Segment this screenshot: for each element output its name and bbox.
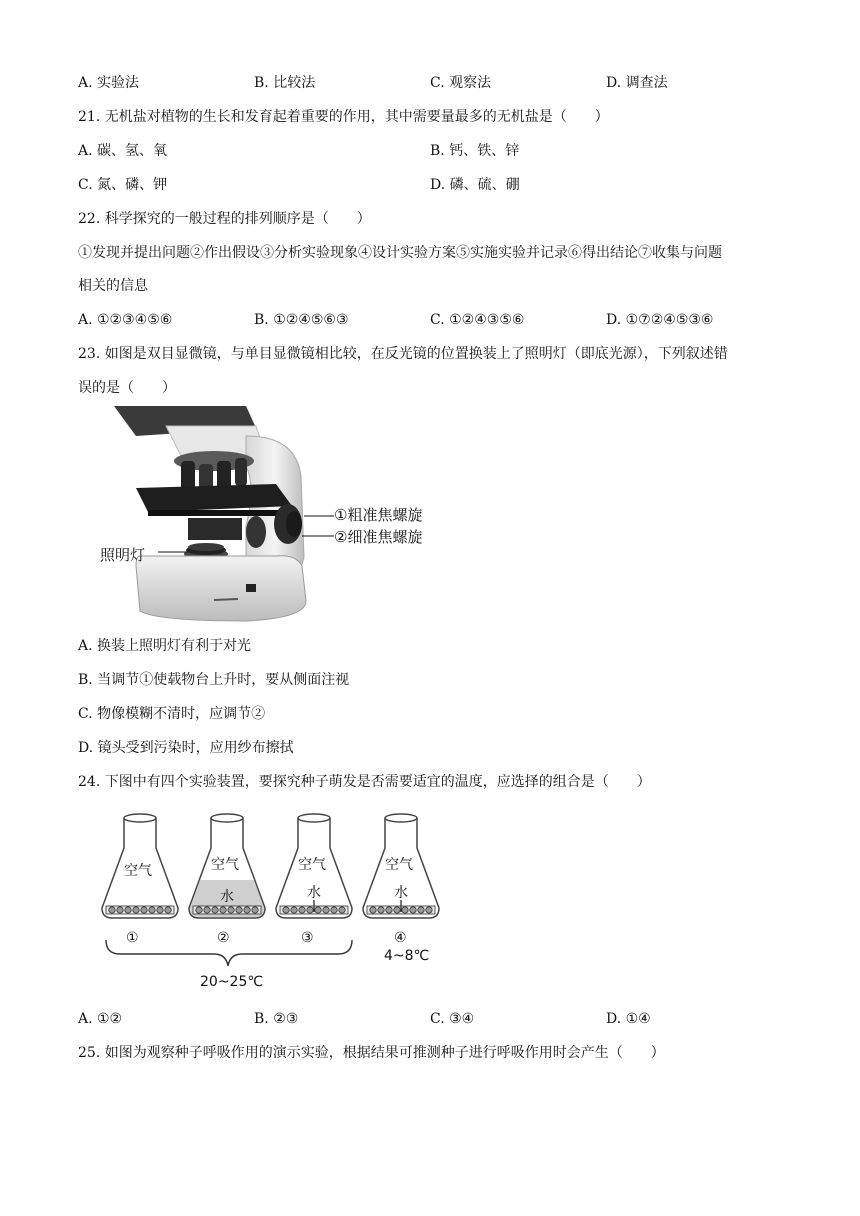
label-fine-focus: ②细准焦螺旋: [334, 528, 423, 546]
group-temp: 20~25℃: [200, 974, 264, 990]
flask-4-temp: 4~8℃: [384, 948, 430, 964]
seed-dot: [331, 907, 337, 913]
q21-option-a: A. 碳、氢、氧: [78, 143, 168, 159]
q23-option-c: C. 物像模糊不清时，应调节②: [78, 706, 266, 722]
seed-dot: [220, 907, 226, 913]
seed-dot: [426, 907, 432, 913]
q21-option-b: B. 钙、铁、锌: [430, 143, 520, 159]
q23-stem-line1: 23. 如图是双目显微镜，与单目显微镜相比较，在反光镜的位置换装上了照明灯（即底光源），下列叙述错: [78, 346, 728, 362]
seed-dot: [410, 907, 416, 913]
seed-dot: [252, 907, 258, 913]
q24-option-b: B. ②③: [254, 1011, 299, 1027]
seed-dot: [378, 907, 384, 913]
seed-dot: [157, 907, 163, 913]
q22-option-c: C. ①②④③⑤⑥: [430, 312, 525, 328]
flask-2-air: 空气: [211, 857, 239, 873]
microscope-figure: [96, 406, 432, 628]
q22-steps-line1: ①发现并提出问题②作出假设③分析实验现象④设计实验方案⑤实施实验并记录⑥得出结论⑦收集与问题: [78, 245, 722, 261]
q21-option-c: C. 氮、磷、钾: [78, 177, 168, 193]
q20-option-c: C. 观察法: [430, 75, 492, 91]
seed-dot: [402, 907, 408, 913]
q24-option-d: D. ①④: [606, 1011, 651, 1027]
seed-dot: [315, 907, 321, 913]
flask-4-air: 空气: [385, 857, 413, 873]
q20-option-b: B. 比较法: [254, 75, 316, 91]
seed-dot: [133, 907, 139, 913]
seed-dot: [386, 907, 392, 913]
q23-option-b: B. 当调节①使载物台上升时，要从侧面注视: [78, 672, 350, 688]
q21-option-d: D. 磷、硫、硼: [430, 177, 520, 193]
seed-dot: [196, 907, 202, 913]
seed-dot: [323, 907, 329, 913]
q22-option-b: B. ①②④⑤⑥③: [254, 312, 349, 328]
flask-4-number: ④: [394, 930, 407, 946]
q20-option-d: D. 调查法: [606, 75, 668, 91]
q22-option-d: D. ①⑦②④⑤③⑥: [606, 312, 714, 328]
seed-dot: [109, 907, 115, 913]
seed-dot: [228, 907, 234, 913]
seed-dot: [394, 907, 400, 913]
q22-stem: 22. 科学探究的一般过程的排列顺序是（ ）: [78, 211, 371, 227]
seed-dot: [141, 907, 147, 913]
flask-2-number: ②: [217, 930, 230, 946]
flask-2-water-label: 水: [220, 889, 234, 905]
flask-3-water-label: 水: [307, 885, 321, 901]
q24-stem: 24. 下图中有四个实验装置，要探究种子萌发是否需要适宜的温度，应选择的组合是（ ）: [78, 774, 651, 790]
q24-option-a: A. ①②: [78, 1011, 123, 1027]
q21-stem: 21. 无机盐对植物的生长和发育起着重要的作用，其中需要量最多的无机盐是（ ）: [78, 109, 609, 125]
q23-stem-line2: 误的是（ ）: [78, 380, 176, 396]
flask-3-number: ③: [301, 930, 314, 946]
seed-dot: [149, 907, 155, 913]
seed-dot: [283, 907, 289, 913]
seed-dot: [125, 907, 131, 913]
label-lamp: 照明灯: [100, 546, 146, 564]
seed-dot: [117, 907, 123, 913]
seed-dot: [291, 907, 297, 913]
q23-option-a: A. 换装上照明灯有利于对光: [78, 638, 252, 654]
seed-dot: [165, 907, 171, 913]
q24-option-c: C. ③④: [430, 1011, 475, 1027]
q22-option-a: A. ①②③④⑤⑥: [78, 312, 173, 328]
flask-illustration: [96, 808, 448, 998]
q22-steps-line2: 相关的信息: [78, 278, 148, 294]
q23-option-d: D. 镜头受到污染时，应用纱布擦拭: [78, 740, 294, 756]
flask-1-number: ①: [126, 930, 139, 946]
seed-dot: [212, 907, 218, 913]
seed-dot: [299, 907, 305, 913]
seed-dot: [418, 907, 424, 913]
label-coarse-focus: ①粗准焦螺旋: [334, 506, 423, 524]
flask-4-water-label: 水: [394, 885, 408, 901]
q20-option-a: A. 实验法: [78, 75, 140, 91]
seed-dot: [204, 907, 210, 913]
seed-dot: [236, 907, 242, 913]
seed-dot: [307, 907, 313, 913]
flask-1-air: 空气: [124, 863, 152, 879]
flask-figure: [96, 808, 448, 998]
seed-dot: [339, 907, 345, 913]
seed-dot: [370, 907, 376, 913]
flask-3-air: 空气: [298, 857, 326, 873]
seed-dot: [244, 907, 250, 913]
q25-stem: 25. 如图为观察种子呼吸作用的演示实验，根据结果可推测种子进行呼吸作用时会产生（ ）: [78, 1045, 665, 1061]
